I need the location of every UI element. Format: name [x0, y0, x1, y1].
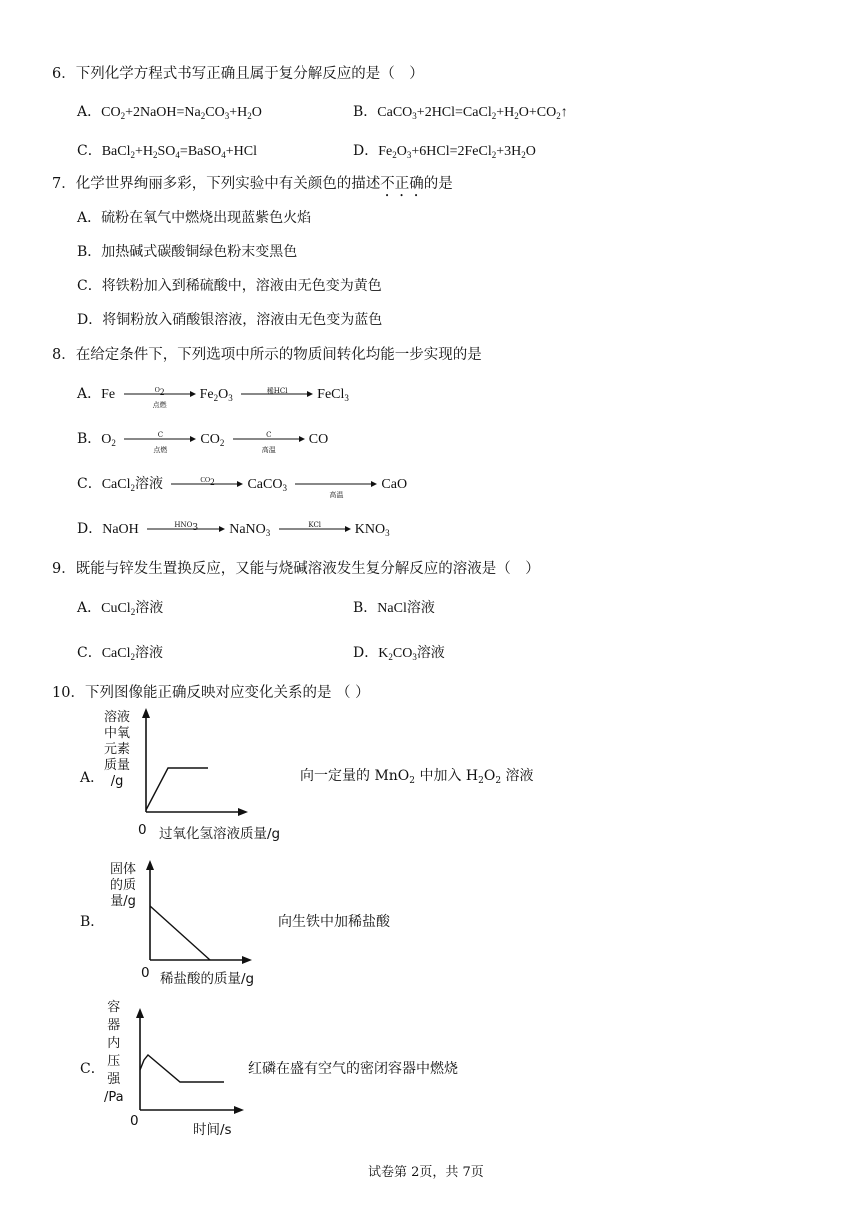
- arrow-icon: [124, 431, 196, 454]
- graph-b-plot: [142, 858, 254, 966]
- graph-a-desc-post: 溶液: [501, 768, 534, 784]
- q6-stem: 6．下列化学方程式书写正确且属于复分解反应的是（ ）: [52, 66, 424, 82]
- graph-c-plot: [132, 1006, 246, 1114]
- q9-stem: 9．既能与锌发生置换反应，又能与烧碱溶液发生复分解反应的溶液是（ ）: [52, 561, 540, 577]
- graph-c-ylabel-line: /Pa: [104, 1090, 124, 1105]
- q9-option-a: A．CuCl$_2$溶液: [77, 600, 164, 617]
- graph-a-desc-pre: 向一定量的 MnO: [300, 768, 410, 784]
- graph-a-ylabel-line: 质量: [104, 758, 131, 773]
- graph-a-ylabel-line: 中氧: [104, 726, 131, 741]
- q7-option-a: A．硫粉在氧气中燃烧出现蓝紫色火焰: [77, 210, 312, 226]
- q9-c-label: C．: [77, 645, 102, 661]
- graph-c-ylabel-line: 强: [107, 1072, 121, 1087]
- q7-option-c: C．将铁粉加入到稀硫酸中，溶液由无色变为黄色: [77, 278, 382, 294]
- q6-option-c: C．$BaCl_2+H_2SO_4=BaSO_4+HCl$: [77, 143, 257, 160]
- q10-b-label: B．: [80, 914, 105, 930]
- graph-b-ylabel-line: 固体: [110, 862, 137, 877]
- q8-option-c: C．CaCl$_2$溶液 $CO_2$ CaCO$_3$ 高温 CaO: [77, 476, 408, 499]
- graph-c-origin: 0: [130, 1113, 139, 1129]
- page-footer: 试卷第 2页，共 7页: [368, 1165, 484, 1180]
- q7-stem: [52, 172, 453, 200]
- q8-d-label: D．: [77, 521, 103, 537]
- graph-b-ylabel: [110, 862, 136, 910]
- q8-d-cond2: KCl: [308, 521, 322, 529]
- graph-b-ylabel-line: 的质: [110, 878, 137, 893]
- q7-option-d: D．将铜粉放入硝酸银溶液，溶液由无色变为蓝色: [77, 312, 383, 328]
- q6-a-label: A．: [77, 104, 102, 120]
- q8-a-cond2: 稀HCl: [266, 387, 288, 395]
- q6-c-label: C．: [77, 143, 102, 159]
- q8-d-cond1: HNO: [174, 521, 193, 529]
- graph-b-xlabel: 稀盐酸的质量/g: [160, 971, 255, 987]
- arrow-icon: [241, 388, 313, 400]
- q6-option-a: A．$CO_2+2NaOH=Na_2CO_3+H_2O$: [77, 104, 262, 121]
- graph-b-ylabel-line: 量/g: [110, 894, 136, 909]
- graph-c-ylabel: [104, 999, 124, 1107]
- q8-c-label: C．: [77, 476, 102, 492]
- q9-option-d: D．$K_2CO_3$溶液: [353, 645, 445, 662]
- graph-a-plot: [138, 706, 250, 818]
- graph-a-desc-mid: 中加入 H: [415, 768, 479, 784]
- q9-a-label: A．: [77, 600, 102, 616]
- q8-option-b: B．$O_2$ C 点燃 $CO_2$ C 高温 CO: [77, 431, 329, 454]
- q7-emphasis: 不正确: [380, 176, 424, 192]
- graph-a-origin: 0: [138, 822, 147, 838]
- arrow-icon: $HNO_3$: [147, 523, 225, 535]
- arrow-icon: $O_2$ 点燃: [124, 388, 196, 400]
- q8-stem: 8．在给定条件下，下列选项中所示的物质间转化均能一步实现的是: [52, 347, 482, 363]
- q9-d-solution: 溶液: [416, 645, 445, 661]
- graph-b-origin: 0: [141, 965, 150, 981]
- q8-option-a: A．Fe $O_2$ 点燃 $Fe_2O_3$ 稀HCl FeCl$_3$: [77, 386, 349, 409]
- q10-stem: 10．下列图像能正确反映对应变化关系的是 （ ）: [52, 685, 370, 701]
- q9-option-b: B．NaCl溶液: [353, 600, 435, 616]
- graph-c-description: 红磷在盛有空气的密闭容器中燃烧: [248, 1061, 458, 1077]
- q6-d-label: D．: [353, 143, 379, 159]
- q8-a-label: A．: [77, 386, 102, 402]
- q10-c-label: C．: [80, 1061, 105, 1077]
- q6-b-label: B．: [353, 104, 378, 120]
- arrow-icon: [295, 478, 377, 499]
- graph-a-description: 向一定量的 MnO$_2$ 中加入 $H_2O_2$ 溶液: [300, 768, 534, 786]
- graph-c-ylabel-line: 容: [107, 1000, 121, 1015]
- q6-option-d: D．$Fe_2O_3+6HCl=2FeCl_2+3H_2O$: [353, 143, 536, 160]
- graph-a-ylabel-line: 溶液: [104, 710, 131, 725]
- q9-a-solution: 溶液: [135, 600, 164, 616]
- graph-c-ylabel-line: 器: [107, 1018, 121, 1033]
- q9-option-c: C．CaCl$_2$溶液: [77, 645, 163, 662]
- q9-b-label: B．: [353, 600, 378, 616]
- q8-b-label: B．: [77, 431, 102, 447]
- arrow-icon: [279, 523, 351, 535]
- graph-a-xlabel: 过氧化氢溶液质量/g: [159, 826, 281, 842]
- graph-c-xlabel: 时间/s: [193, 1122, 232, 1138]
- q8-option-d: D．NaOH $HNO_3$ NaNO$_3$ KCl $KNO_3$: [77, 521, 390, 538]
- graph-a-ylabel-line: 元素: [104, 742, 131, 757]
- graph-c-ylabel-line: 压: [107, 1054, 121, 1069]
- q7-stem-pre: 7．化学世界绚丽多彩，下列实验中有关颜色的描述: [52, 176, 381, 192]
- q9-b-solution: 溶液: [406, 600, 435, 616]
- graph-a-ylabel: [104, 710, 130, 790]
- graph-c-ylabel-line: 内: [107, 1036, 121, 1051]
- q6-option-b: B．$CaCO_3+2HCl=CaCl_2+H_2O+CO_2↑$: [353, 104, 568, 121]
- q8-c-solution: 溶液: [135, 476, 163, 492]
- q8-b-cond1-bot: 点燃: [153, 446, 168, 454]
- q8-b-cond2-top: C: [266, 431, 272, 439]
- arrow-icon: [233, 431, 305, 454]
- q7-option-b: B．加热碱式碳酸铜绿色粉末变黑色: [77, 244, 298, 260]
- q7-stem-post: 的是: [423, 176, 453, 192]
- q9-d-label: D．: [353, 645, 379, 661]
- graph-b-description: 向生铁中加稀盐酸: [278, 914, 390, 930]
- q8-a-cond1: 点燃: [152, 401, 167, 409]
- graph-a-ylabel-line: /g: [110, 774, 124, 789]
- q8-b-cond1-top: C: [157, 431, 164, 439]
- q8-c-cond2: 高温: [329, 491, 344, 499]
- q9-c-solution: 溶液: [135, 645, 163, 661]
- q10-a-label: A．: [80, 770, 105, 786]
- arrow-icon: $CO_2$: [171, 478, 243, 490]
- q8-b-cond2-bot: 高温: [261, 446, 276, 454]
